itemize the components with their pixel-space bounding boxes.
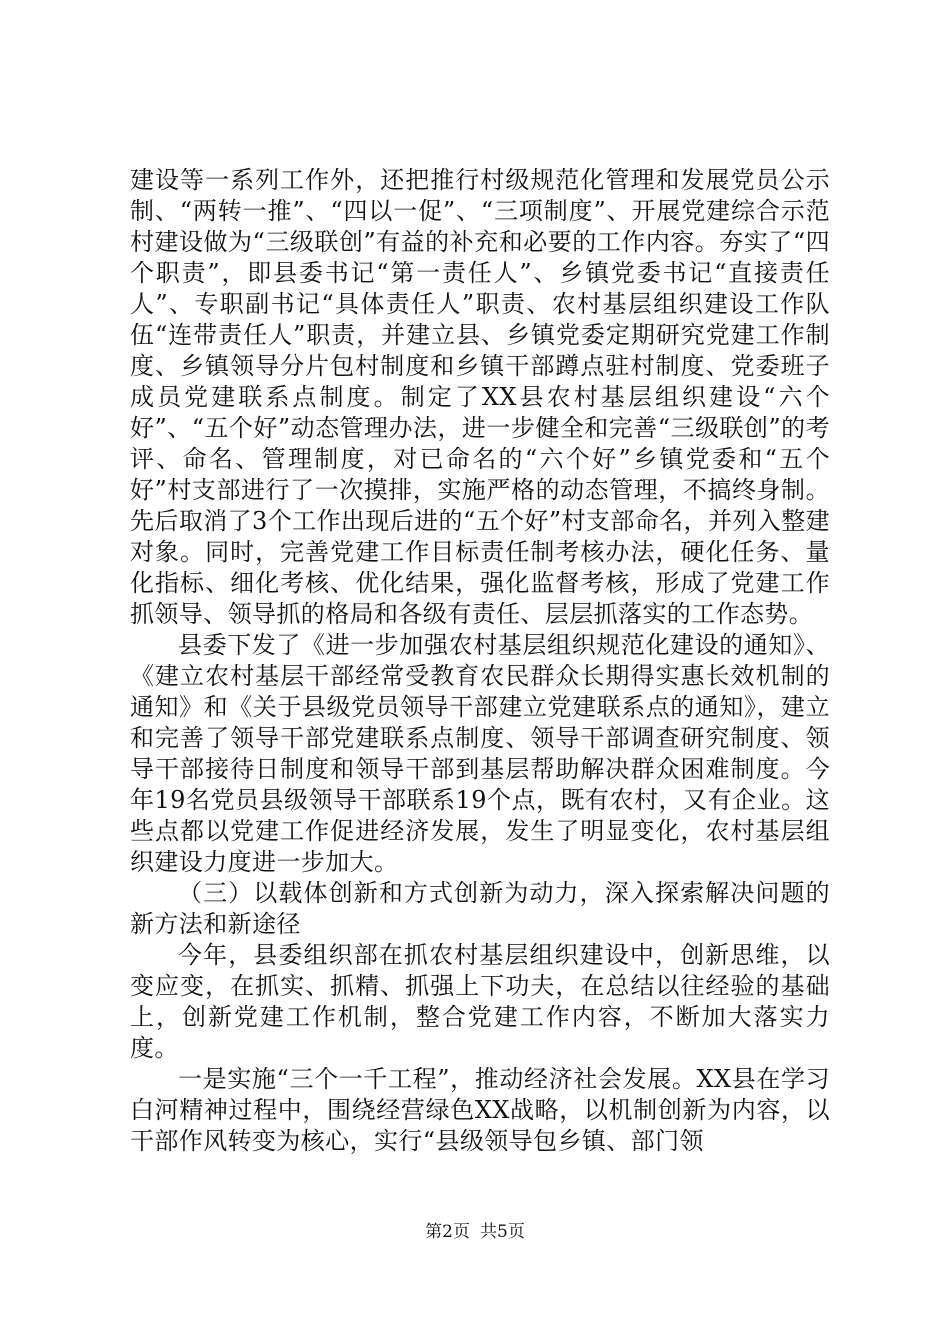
paragraph-4: 一是实施“三个一千工程”，推动经济社会发展。XX县在学习白河精神过程中，围绕经营绿色XX战略，以机制创新为内容，以干部作风转变为核心，实行“县级领导包乡镇、部门领 bbox=[130, 1065, 830, 1155]
paragraph-2: 县委下发了《进一步加强农村基层组织规范化建设的通知》、《建立农村基层干部经常受教育农民群众长期得实惠长效机制的通知》和《关于县级党员领导干部建立党建联系点的通知》，建立和完善了领导干部党建联系点制度、领导干部调查研究制度、领导干部接待日制度和领导干部到基层帮助解决群众困难制度。今年19名党员县级领导干部联系19个点，既有农村，又有企业。这些点都以党建工作促进经济发展，发生了明显变化，农村基层组织建设力度进一步加大。 bbox=[130, 631, 830, 876]
page-footer bbox=[0, 1221, 950, 1243]
paragraph-3: 今年，县委组织部在抓农村基层组织建设中，创新思维，以变应变，在抓实、抓精、抓强上下功夫，在总结以往经验的基础上，创新党建工作机制，整合党建工作内容，不断加大落实力度。 bbox=[130, 941, 830, 1062]
section-heading: （三）以载体创新和方式创新为动力，深入探索解决问题的新方法和新途径 bbox=[130, 879, 830, 938]
document-body bbox=[130, 165, 830, 1157]
page-number: 第2页 bbox=[425, 1222, 470, 1242]
page-total: 共5页 bbox=[480, 1222, 525, 1242]
paragraph-1: 建设等一系列工作外，还把推行村级规范化管理和发展党员公示制、“两转一推”、“四以一促”、“三项制度”、开展党建综合示范村建设做为“三级联创”有益的补充和必要的工作内容。夯实了“四个职责”，即县委书记“第一责任人”、乡镇党委书记“直接责任人”、专职副书记“具体责任人”职责、农村基层组织建设工作队伍“连带责任人”职责，并建立县、乡镇党委定期研究党建工作制度、乡镇领导分片包村制度和乡镇干部蹲点驻村制度、党委班子成员党建联系点制度。制定了XX县农村基层组织建设“六个好”、“五个好”动态管理办法，进一步健全和完善“三级联创”的考评、命名、管理制度，对已命名的“六个好”乡镇党委和“五个好”村支部进行了一次摸排，实施严格的动态管理，不搞终身制。先后取消了3个工作出现后进的“五个好”村支部命名，并列入整建对象。同时，完善党建工作目标责任制考核办法，硬化任务、量化指标、细化考核、优化结果，强化监督考核，形成了党建工作抓领导、领导抓的格局和各级有责任、层层抓落实的工作态势。 bbox=[130, 166, 830, 628]
